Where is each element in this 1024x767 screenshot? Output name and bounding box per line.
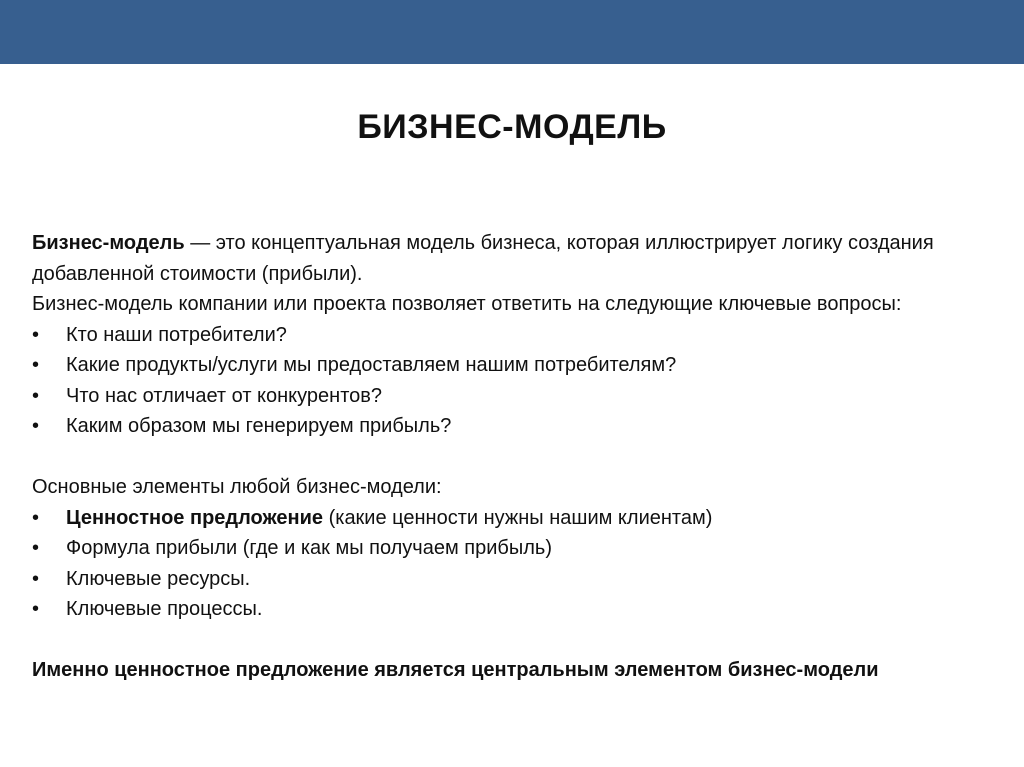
question-text: Что нас отличает от конкурентов? bbox=[66, 384, 383, 407]
list-item bbox=[32, 594, 1002, 625]
list-item bbox=[32, 564, 1002, 595]
bullet-icon: • bbox=[32, 384, 40, 407]
list-item bbox=[32, 411, 1002, 442]
bullet-icon: • bbox=[32, 415, 40, 437]
bullet-icon: • bbox=[32, 506, 40, 529]
definition-paragraph bbox=[32, 228, 1002, 289]
element-text: (какие ценности нужны нашим клиентам) bbox=[323, 506, 713, 529]
definition-term: Бизнес-модель bbox=[32, 232, 185, 254]
bullet-icon: • bbox=[32, 354, 40, 376]
section-spacer bbox=[32, 625, 1002, 656]
questions-list bbox=[32, 320, 1002, 442]
definition-text: — это концептуальная модель бизнеса, которая иллюстрирует логику создания добавленной стоимости (прибыли). bbox=[32, 232, 934, 285]
element-text: Ключевые ресурсы. bbox=[66, 567, 251, 590]
question-text: Кто наши потребители? bbox=[66, 323, 287, 346]
questions-intro: Бизнес-модель компании или проекта позволяет ответить на следующие ключевые вопросы: bbox=[32, 293, 902, 315]
list-item bbox=[32, 503, 1002, 534]
list-item bbox=[32, 320, 1002, 351]
question-text: Какие продукты/услуги мы предоставляем нашим потребителям? bbox=[66, 354, 677, 376]
element-text: Формула прибыли (где и как мы получаем прибыль) bbox=[66, 537, 552, 559]
bullet-icon: • bbox=[32, 598, 40, 620]
header-bar bbox=[0, 0, 1024, 64]
elements-intro: Основные элементы любой бизнес-модели: bbox=[32, 476, 442, 498]
element-text: Ключевые процессы. bbox=[66, 598, 263, 620]
list-item bbox=[32, 533, 1002, 564]
section-spacer bbox=[32, 442, 1002, 473]
element-bold-text: Ценностное предложение bbox=[66, 506, 324, 529]
bullet-icon: • bbox=[32, 323, 40, 346]
bullet-icon: • bbox=[32, 537, 40, 559]
list-item bbox=[32, 350, 1002, 381]
slide-title: БИЗНЕС-МОДЕЛЬ bbox=[357, 108, 667, 146]
bullet-icon: • bbox=[32, 567, 40, 590]
conclusion-text: Именно ценностное предложение является центральным элементом бизнес-модели bbox=[32, 659, 879, 681]
slide-content bbox=[32, 228, 1002, 686]
list-item bbox=[32, 381, 1002, 412]
elements-list bbox=[32, 503, 1002, 625]
question-text: Каким образом мы генерируем прибыль? bbox=[66, 415, 452, 437]
